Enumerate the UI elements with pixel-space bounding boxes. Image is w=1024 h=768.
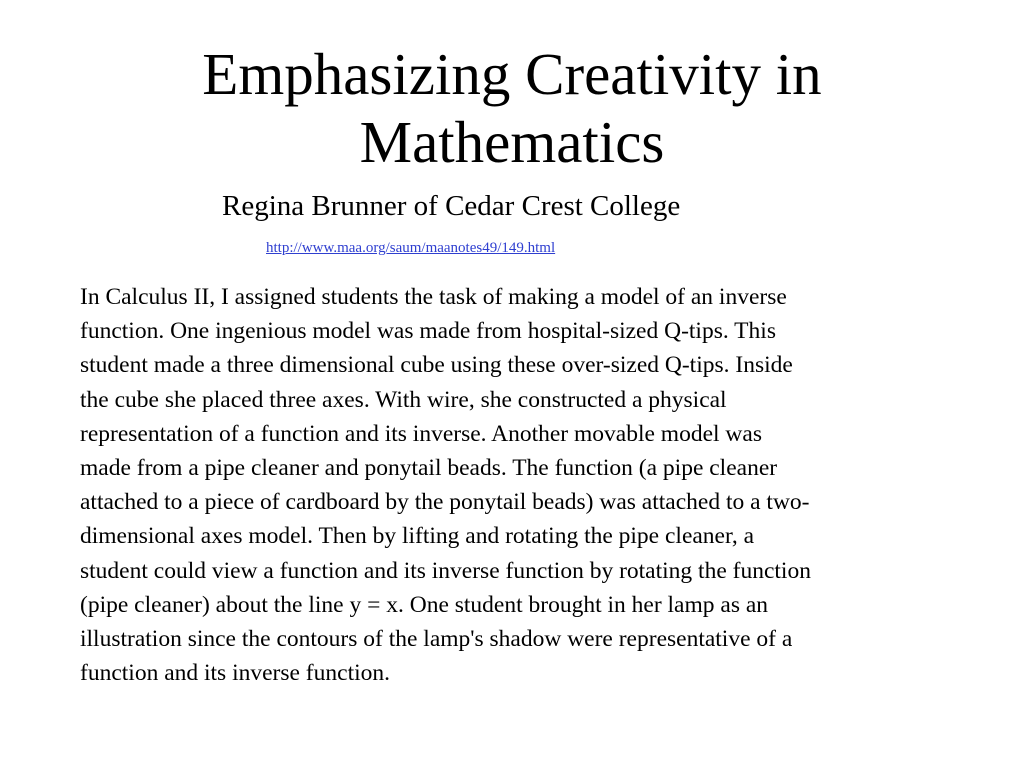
slide-title-line: Emphasizing Creativity in — [202, 41, 822, 107]
body-line: function. One ingenious model was made from hospital-sized Q-tips. This — [80, 318, 776, 345]
body-line: student made a three dimensional cube using these over-sized Q-tips. Inside — [80, 352, 793, 379]
body-line: dimensional axes model. Then by lifting and rotating the pipe cleaner, a — [80, 523, 755, 550]
body-line: representation of a function and its inverse. Another movable model was — [80, 420, 762, 447]
body-line: illustration since the contours of the lamp's shadow were representative of a — [80, 626, 793, 653]
body-line: student could view a function and its inverse function by rotating the function — [80, 557, 811, 584]
slide-title-line: Mathematics — [359, 109, 665, 175]
body-paragraph — [80, 280, 970, 690]
slide-subtitle: Regina Brunner of Cedar Crest College — [222, 190, 681, 222]
body-line: (pipe cleaner) about the line y = x. One student brought in her lamp as an — [80, 591, 769, 618]
body-line: made from a pipe cleaner and ponytail beads. The function (a pipe cleaner — [80, 455, 778, 482]
body-line: In Calculus II, I assigned students the task of making a model of an inverse — [80, 284, 787, 310]
slide-title — [62, 40, 962, 176]
body-line: function and its inverse function. — [80, 660, 390, 687]
body-line: attached to a piece of cardboard by the ponytail beads) was attached to a two- — [80, 489, 810, 516]
body-line: the cube she placed three axes. With wire, she constructed a physical — [80, 386, 727, 413]
source-link[interactable]: http://www.maa.org/saum/maanotes49/149.html — [266, 240, 556, 256]
